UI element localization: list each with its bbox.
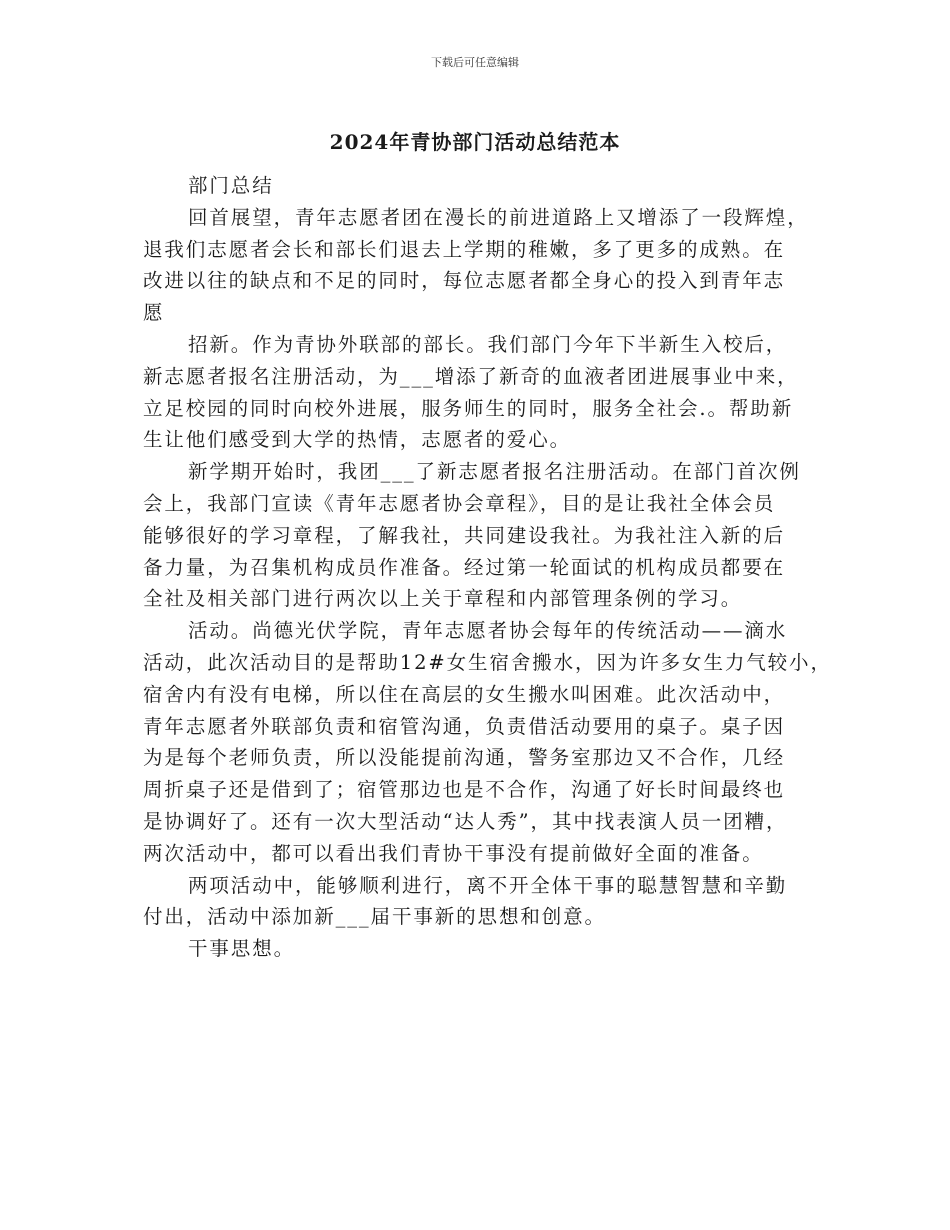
paragraph-line: 生让他们感受到大学的热情，志愿者的爱心。 (143, 428, 572, 452)
paragraph-line: 备力量，为召集机构成员作准备。经过第一轮面试的机构成员都要在 (143, 555, 786, 579)
paragraph-line: 青年志愿者外联部负责和宿管沟通，负责借活动要用的桌子。桌子因 (143, 714, 786, 738)
section-heading: 部门总结 (188, 174, 274, 197)
paragraph-line: 两次活动中，都可以看出我们青协干事没有提前做好全面的准备。 (143, 841, 764, 865)
paragraph-line: 周折桌子还是借到了；宿管那边也是不合作，沟通了好长时间最终也 (143, 778, 786, 802)
paragraph-line: 新志愿者报名注册活动，为___增添了新奇的血液者团进展事业中来， (143, 364, 799, 388)
paragraph-line: 会上，我部门宣读《青年志愿者协会章程》，目的是让我社全体会员 (143, 491, 776, 515)
paragraph-line: 为是每个老师负责，所以没能提前沟通，警务室那边又不合作，几经 (143, 746, 786, 770)
paragraph-line: 愿 (143, 301, 165, 325)
paragraph-line: 全社及相关部门进行两次以上关于章程和内部管理条例的学习。 (143, 587, 743, 611)
header-note: 下载后可任意编辑 (431, 56, 519, 69)
paragraph-line: 能够很好的学习章程，了解我社，共同建设我社。为我社注入新的后 (143, 523, 786, 547)
paragraph-line: 是协调好了。还有一次大型活动“达人秀”，其中找表演人员一团糟， (143, 809, 788, 833)
document-body (143, 170, 832, 965)
paragraph-line: 付出，活动中添加新___届干事新的思想和创意。 (143, 905, 606, 929)
document-title: 2024年青协部门活动总结范本 (329, 130, 621, 154)
section-heading: 干事思想。 (188, 937, 296, 961)
paragraph-line: 两项活动中，能够顺利进行，离不开全体干事的聪慧智慧和辛勤 (188, 873, 788, 897)
paragraph-line: 立足校园的同时向校外进展，服务师生的同时，服务全社会.。帮助新 (143, 396, 794, 420)
paragraph-line: 活动。尚德光伏学院，青年志愿者协会每年的传统活动——滴水 (188, 619, 788, 643)
paragraph-line: 回首展望，青年志愿者团在漫长的前进道路上又增添了一段辉煌， (188, 205, 809, 229)
paragraph-line: 宿舍内有没有电梯，所以住在高层的女生搬水叫困难。此次活动中， (143, 682, 786, 706)
paragraph-line: 活动，此次活动目的是帮助12#女生宿舍搬水，因为许多女生力气较小， (143, 650, 832, 674)
paragraph-line: 招新。作为青协外联部的部长。我们部门今年下半新生入校后， (188, 332, 788, 356)
paragraph-line: 改进以往的缺点和不足的同时，每位志愿者都全身心的投入到青年志 (143, 269, 786, 293)
paragraph-line: 新学期开始时，我团___了新志愿者报名注册活动。在部门首次例 (188, 460, 801, 484)
paragraph-line: 退我们志愿者会长和部长们退去上学期的稚嫩，多了更多的成熟。在 (143, 237, 786, 261)
